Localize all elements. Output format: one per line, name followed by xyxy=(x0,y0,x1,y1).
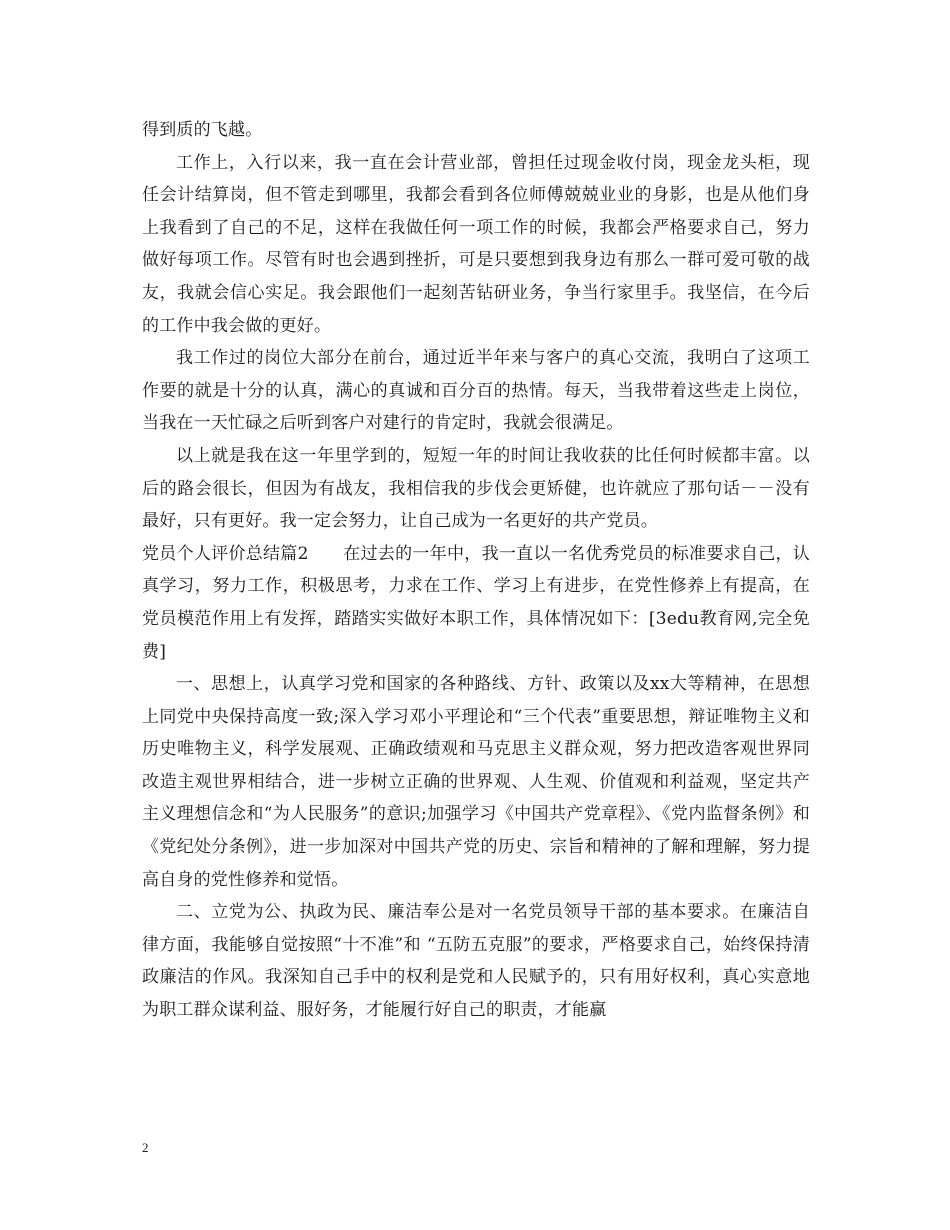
paragraph-5: 党员个人评价总结篇2 在过去的一年中，我一直以一名优秀党员的标准要求自己，认真学习，努力工作，积极思考，力求在工作、学习上有进步，在党性修养上有提高，在党员模范作用上有发挥，踏踏实实做好本职工作，具体情况如下：[3edu教育网,完全免费] xyxy=(142,543,810,662)
page-number: 2 xyxy=(142,1140,149,1155)
document-body xyxy=(142,114,810,1027)
paragraph-2: 工作上，入行以来，我一直在会计营业部，曾担任过现金收付岗，现金龙头柜，现任会计结算岗，但不管走到哪里，我都会看到各位师傅兢兢业业的身影，也是从他们身上我看到了自己的不足，这样在我做任何一项工作的时候，我都会严格要求自己，努力做好每项工作。尽管有时也会遇到挫折，可是只要想到我身边有那么一群可爱可敬的战友，我就会信心实足。我会跟他们一起刻苦钻研业务，争当行家里手。我坚信，在今后的工作中我会做的更好。 xyxy=(142,152,810,336)
paragraph-7: 二、立党为公、执政为民、廉洁奉公是对一名党员领导干部的基本要求。在廉洁自律方面，我能够自觉按照“十不准”和 “五防五克服”的要求，严格要求自己，始终保持清政廉洁的作风。我深知自己手中的权利是党和人民赋予的，只有用好权利，真心实意地为职工群众谋利益、服好务，才能履行好自己的职责，才能赢 xyxy=(142,902,810,1021)
paragraph-3: 我工作过的岗位大部分在前台，通过近半年来与客户的真心交流，我明白了这项工作要的就是十分的认真，满心的真诚和百分百的热情。每天，当我带着这些走上岗位，当我在一天忙碌之后听到客户对建行的肯定时，我就会很满足。 xyxy=(142,348,810,434)
paragraph-4: 以上就是我在这一年里学到的，短短一年的时间让我收获的比任何时候都丰富。以后的路会很长，但因为有战友，我相信我的步伐会更矫健，也许就应了那句话－－没有最好，只有更好。我一定会努力，让自己成为一名更好的共产党员。 xyxy=(142,445,810,532)
paragraph-6: 一、思想上，认真学习党和国家的各种路线、方针、政策以及xx大等精神，在思想上同党中央保持高度一致;深入学习邓小平理论和“三个代表”重要思想，辩证唯物主义和历史唯物主义，科学发展观、正确政绩观和马克思主义群众观，努力把改造客观世界同改造主观世界相结合，进一步树立正确的世界观、人生观、价值观和利益观，坚定共产主义理想信念和“为人民服务”的意识;加强学习《中国共产党章程》、《党内监督条例》和《党纪处分条例》，进一步加深对中国共产党的历史、宗旨和精神的了解和理解，努力提高自身的党性修养和觉悟。 xyxy=(142,674,810,890)
paragraph-1: 得到质的飞越。 xyxy=(142,120,263,140)
